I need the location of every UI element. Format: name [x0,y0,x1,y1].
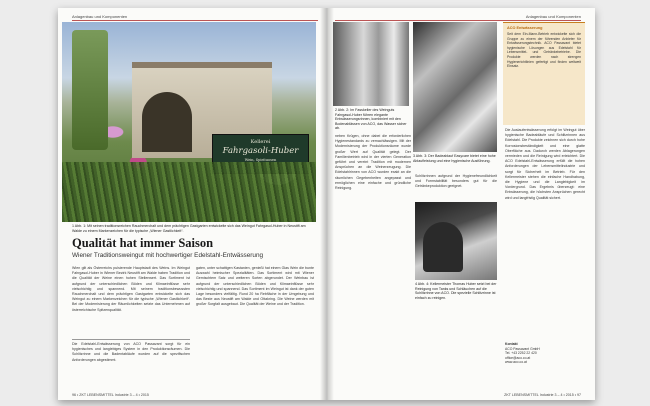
info-box-title: ACO Entwässerung [507,26,543,30]
drain-photo [413,22,497,152]
foliage [62,162,316,222]
hero-photo [62,22,316,222]
left-column-2: gaten, unter schattigen Kastanien, genießt hat einem Glas Wein die bunte Auswahl heimischer Spezialitäten. Das Sortiment wird mit Wiener Gemischtem Satz und weiteren Sorten abgerundet. Der Weinbau ist aufgrund der unterschiedlichen Böden und Klimaeinflüsse sehr vielschichtig und spannend. Das Sortiment im Weingut ist dank der guten Lage besonders vielfältig. Rund 20 ha Rebfläche in der Umgebung und das Beste aus Neustift am Walde und Ottakring. Die Weine werden mit großer Sorgfalt ausgebaut. Die Qualität der Weine und der Tradition. [196,266,314,307]
page-footer: 96 • ZKT LEBENSMITTEL Industrie 3 – 4 • 2015 [72,393,149,397]
left-page [58,8,326,400]
archway [142,92,192,152]
right-column-2: Schlitzrinnen aufgrund der Hygienefreundlichkeit und Formstabilität besonders gut für die Getränkeproduktion geeignet. [415,174,497,189]
caption-2: 2 Abb. 2: Im Fasskeller des Weinguts Fahrgasol-Huber führen elegante Entwässerungsrinnen, kombiniert mit den Bodenablässen von ACO, das Wasser sicher ab. [335,108,407,131]
right-page [327,8,595,400]
contact-line: ACO Passavant GmbH [505,346,540,351]
sign-line1: Kellerei [250,139,271,145]
section-header: Anlagenbau und Komponenten [72,14,318,21]
info-box [503,22,585,125]
contact-line: office@aco.co.at [505,355,531,360]
info-box-body: Seit dem Ein-Mann-Betrieb entwickelte sich die Gruppe zu einem der führenden Anbieter für Entwässerungstechnik. ACO Passavant bietet hygienische Lösungen aus Edelstahl für Lebensmittel- und Getränkebetriebe. Die Produkte werden nach strengen Hygienerichtlinien gefertigt und finden weltweit Einsatz. [507,32,581,69]
cellar-photo [415,202,497,280]
caption-3: 3 Abb. 3: Der Badeablauf Easycare bietet eine hohe Ablaufleistung und eine hygienische Ausführung. [413,154,496,163]
caption-4: 4 Abb. 4: Kellermeister Thomas Huber setzt bei der Reinigung von Tanks und Schläuchen auf die Schlitzrinne von ACO. Die spezielle Schlitzrinne ist einfach zu reinigen. [415,282,497,300]
contact-title: Kontakt [505,342,518,346]
plant-pot [72,30,108,150]
sign-line3: Wein, Spirituosen [244,158,277,162]
right-column-1: neben Krügen, ohne dabei die erforderlichen Hygienestandards zu vernachlässigen. Mit der Modernisierung der Produktionsräume wurde großer Wert auf Qualität gelegt. Der Familienbetrieb wird in der vierten Generation geführt und vereint Tradition mit modernen Ansprüchen an die Weinerzeugung. Die Edelstahlrinnen von ACO wurden exakt an die räumlichen Gegebenheiten angepasst und ermöglichen eine einfache und gründliche Reinigung. [335,134,411,191]
magazine-spread [58,8,595,400]
contact-block [505,342,585,365]
left-column-1: Wien gilt als Österreichs pulsierende Hauptstadt des Weins. Im Weingut Fahrgasol-Huber in Wiener Bezirk Neustift am Walde haben Tradition und die Qualität der Weine einen hohen Stellenwert. Das Sortiment ist aufgrund der unterschiedlichen Böden und Klimaeinflüsse sehr vielschichtig und spannend. Mit seinem traditionsbewussten Rauchmerchalt und dem prächtigen Gastgarten entwickelte sich das Weingut zu einem Markenzeichen für die typische „Wiener Gastlichkeit“. Bei der Modernisierung der Räumlichkeiten setzte das Unternehmen auf österreichische Spitzenqualität. [72,266,190,312]
left-column-3: Die Edelstahl-Entwässerung von ACO Passavant sorgt für ein hygienisches und langlebiges System in den Produktionsräumen. Die Schlitzrinne und die Badentabläufe wurden auf die spezifischen Anforderungen abgestimmt. [72,342,190,362]
contact-line: www.aco.co.at [505,360,527,365]
article-subtitle: Wiener Traditionsweingut mit hochwertiger Edelstahl-Entwässerung [72,252,264,259]
tank-photo-1 [333,22,409,106]
divider [72,339,190,340]
article-title: Qualität hat immer Saison [72,236,214,250]
page-footer: ZKT LEBENSMITTEL Industrie 3 – 4 • 2015 • 97 [504,393,581,397]
hero-caption: 1 Abb. 1: Mit seinen traditionsreichen Rauchmerchalt und dem prächtigen Gastgarten entwickelte sich das Weingut Fahrgasol-Huber in Neustift am Walde zu einem Markenzeichen für die typische „Wiener Gastlichkeit“. [72,224,306,233]
cellar-master [423,222,463,272]
section-header: Anlagenbau und Komponenten [335,14,581,21]
contact-line: Tel. +43 2252 22 420 [505,351,537,356]
sign-line2: Fahrgasoli-Huber [222,146,299,156]
right-column-3: Die Auslaufentwässerung erfolgt im Weingut über hygienische Badeabläufe und Schlitzrinnen aus Edelstahl. Die Produkte zeichnen sich durch hohe Korrosionsbeständigkeit und eine glatte Oberfläche aus. Dadurch werden Ablagerungen vermieden und die Reinigung wird erleichtert. Die ACO Edelstahl-Entwässerung erfüllt die hohen Anforderungen der Lebensmittelindustrie und sorgt für Sicherheit im Betrieb. Für den Kellermeister stehen die einfache Handhabung, die Hygiene und die Langlebigkeit im Vordergrund. Das Ergebnis überzeugt: eine Entwässerung, die höchsten Ansprüchen gerecht wird und langfristig Qualität sichert. [505,128,585,200]
